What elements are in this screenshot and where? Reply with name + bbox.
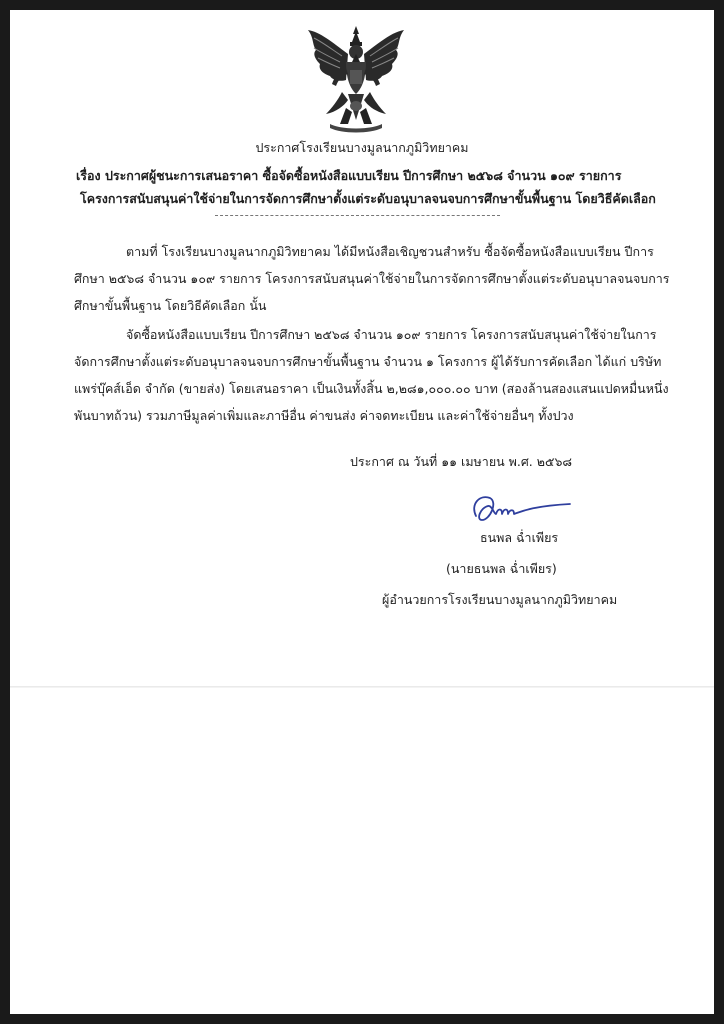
announcement-heading: ประกาศโรงเรียนบางมูลนากภูมิวิทยาคม: [255, 140, 469, 155]
subject-line-1: เรื่อง ประกาศผู้ชนะการเสนอราคา ซื้อจัดซื้อหนังสือแบบเรียน ปีการศึกษา ๒๕๖๘ จำนวน ๑๐๙ รายการ: [76, 168, 622, 183]
page-fold-line: [10, 686, 714, 688]
divider: [215, 215, 500, 216]
subject-line-2: โครงการสนับสนุนค่าใช้จ่ายในการจัดการศึกษาตั้งแต่ระดับอนุบาลจนจบการศึกษาขั้นพื้นฐาน โดยวิธีคัดเลือก: [80, 191, 656, 206]
garuda-emblem-icon: [302, 24, 410, 136]
paragraph-2-line-4: พันบาทถ้วน) รวมภาษีมูลค่าเพิ่มและภาษีอื่น ค่าขนส่ง ค่าจดทะเบียน และค่าใช้จ่ายอื่นๆ ทั้งปวง: [74, 408, 574, 423]
paragraph-2-line-2: จัดการศึกษาตั้งแต่ระดับอนุบาลจนจบการศึกษาขั้นพื้นฐาน จำนวน ๑ โครงการ ผู้ได้รับการคัดเลือก ได้แก่ บริษัท: [74, 354, 662, 369]
handwritten-signature-icon: [462, 490, 574, 530]
paragraph-1-line-3: ศึกษาขั้นพื้นฐาน โดยวิธีคัดเลือก นั้น: [74, 298, 267, 313]
paragraph-2-line-1: จัดซื้อหนังสือแบบเรียน ปีการศึกษา ๒๕๖๘ จำนวน ๑๐๙ รายการ โครงการสนับสนุนค่าใช้จ่ายในการ: [126, 327, 657, 342]
signatory-title: ผู้อำนวยการโรงเรียนบางมูลนากภูมิวิทยาคม: [382, 592, 618, 607]
paragraph-1-line-2: ศึกษา ๒๕๖๘ จำนวน ๑๐๙ รายการ โครงการสนับสนุนค่าใช้จ่ายในการจัดการศึกษาตั้งแต่ระดับอนุบาลจนจบการ: [74, 271, 670, 286]
announcement-date: ประกาศ ณ วันที่ ๑๑ เมษายน พ.ศ. ๒๕๖๘: [350, 454, 573, 469]
paragraph-1-line-1: ตามที่ โรงเรียนบางมูลนากภูมิวิทยาคม ได้มีหนังสือเชิญชวนสำหรับ ซื้อจัดซื้อหนังสือแบบเรียน ปีการ: [126, 244, 654, 259]
paragraph-2: [74, 321, 674, 429]
document-page: [10, 10, 714, 1014]
signatory-full-name: (นายธนพล ฉ่ำเพียร): [446, 561, 557, 576]
subject-block: [76, 164, 676, 210]
paragraph-2-line-3: แพร่บุ๊คส์เอ็ด จำกัด (ขายส่ง) โดยเสนอราคา เป็นเงินทั้งสิ้น ๒,๒๘๑,๐๐๐.๐๐ บาท (สองล้านสองแสนแปดหมื่นหนึ่ง: [74, 381, 669, 396]
signatory-name: ธนพล ฉ่ำเพียร: [480, 530, 559, 545]
paragraph-1: [74, 238, 674, 319]
